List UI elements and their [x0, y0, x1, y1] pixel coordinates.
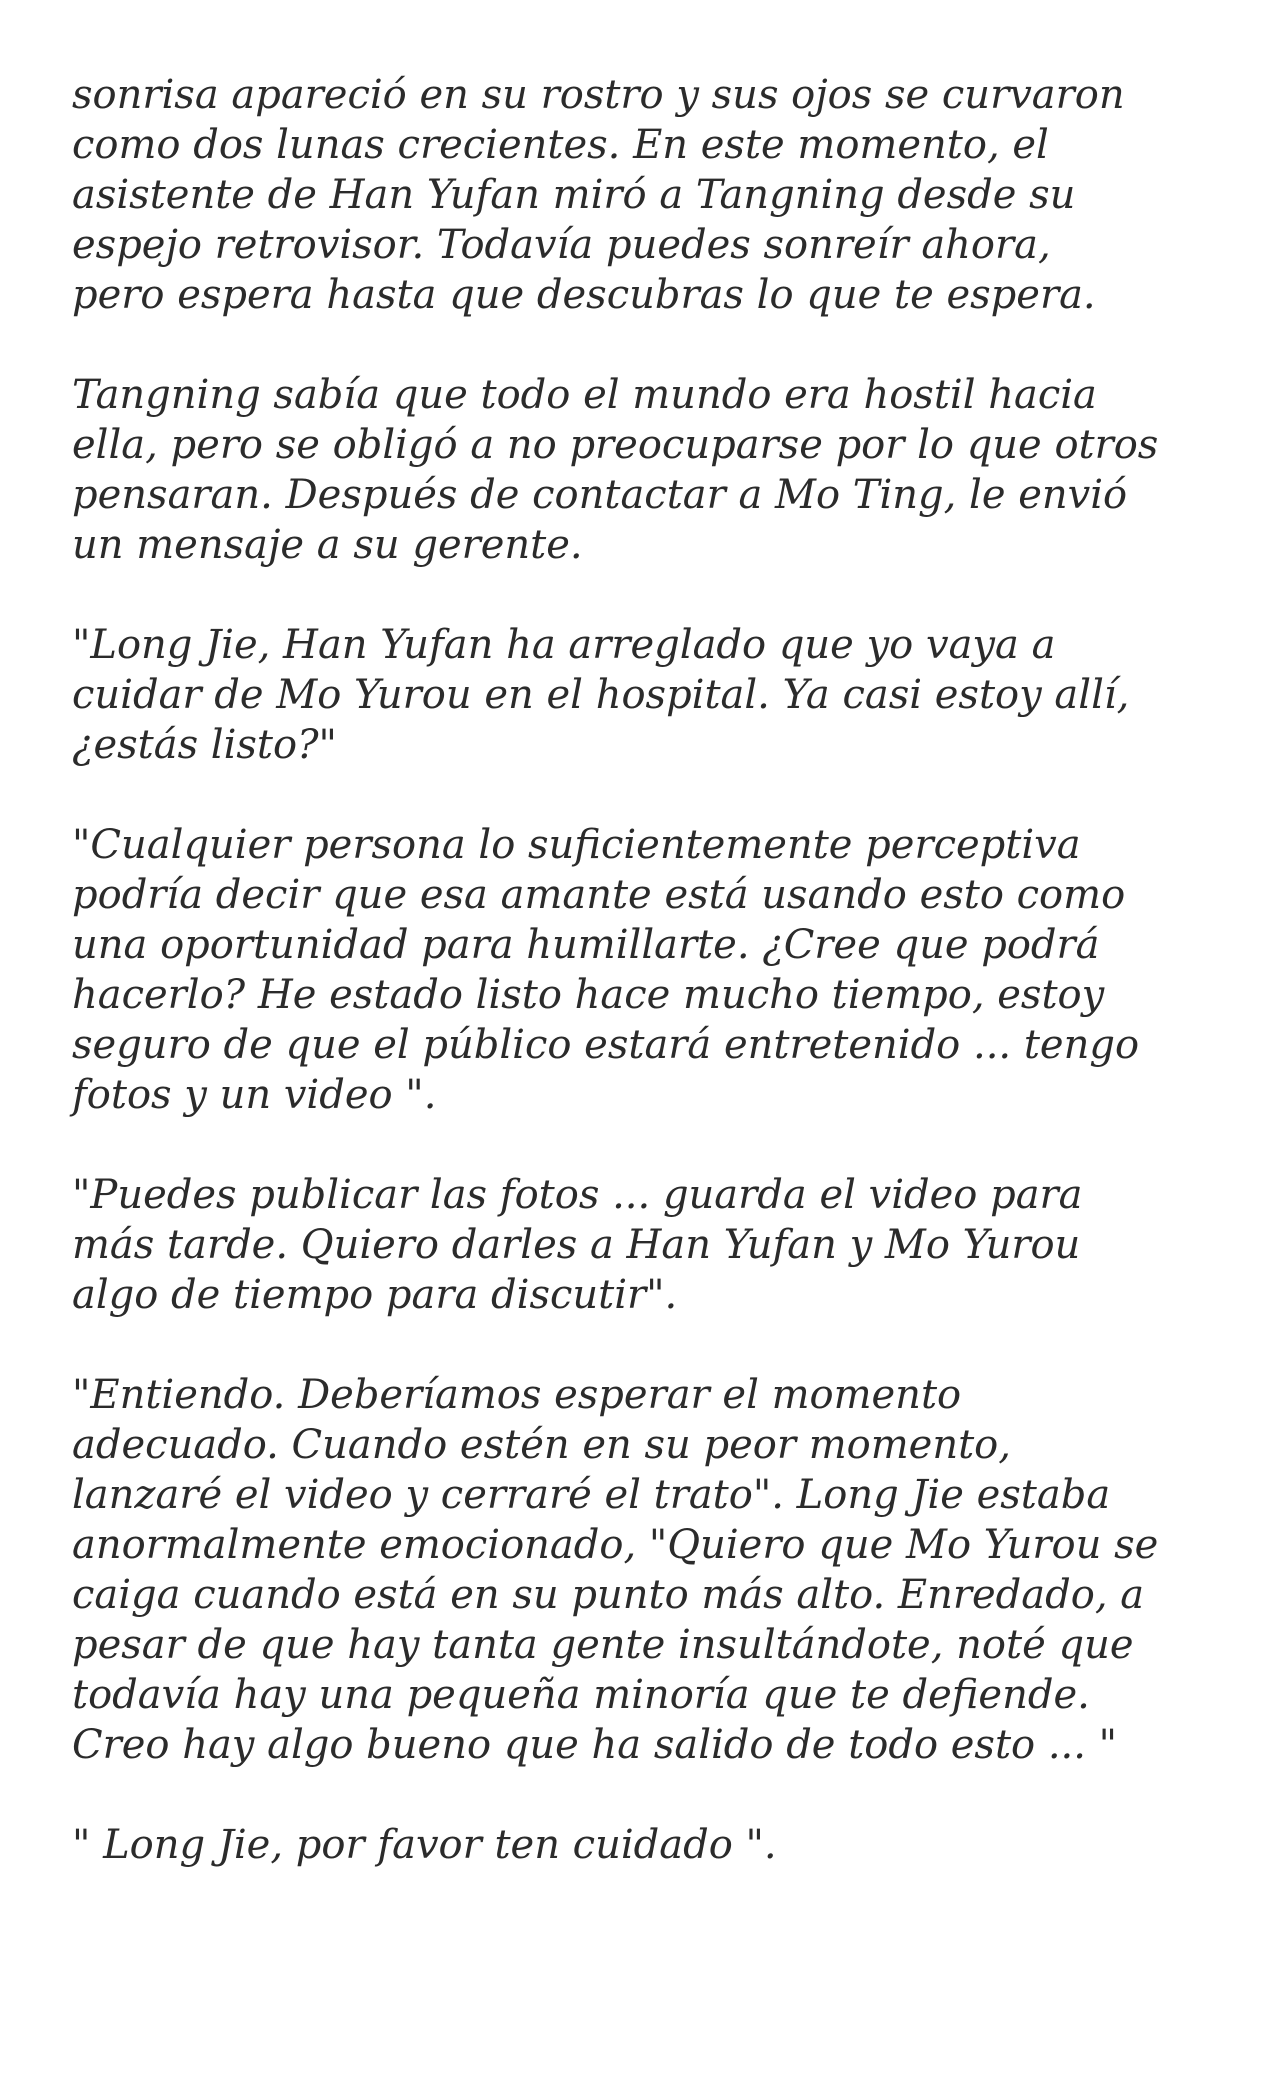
text-line: fotos y un video ". — [72, 1072, 437, 1118]
text-line: pesar de que hay tanta gente insultándote, noté que — [72, 1622, 1134, 1668]
paragraph — [72, 820, 1222, 1120]
text-line: lanzaré el video y cerraré el trato". Long Jie estaba — [72, 1472, 1111, 1518]
text-line: más tarde. Quiero darles a Han Yufan y Mo Yurou — [72, 1222, 1081, 1268]
paragraph — [72, 70, 1222, 320]
text-line: Creo hay algo bueno que ha salido de todo esto ... " — [72, 1722, 1118, 1768]
paragraph — [72, 1370, 1222, 1770]
document-body — [72, 70, 1222, 1870]
text-line: espejo retrovisor. Todavía puedes sonreír ahora, — [72, 222, 1051, 268]
paragraph — [72, 620, 1222, 770]
text-line: "Long Jie, Han Yufan ha arreglado que yo vaya a — [72, 622, 1056, 668]
text-line: "Puedes publicar las fotos ... guarda el video para — [72, 1172, 1083, 1218]
text-line: ¿estás listo?" — [72, 722, 337, 768]
text-line: todavía hay una pequeña minoría que te defiende. — [72, 1672, 1090, 1718]
text-line: un mensaje a su gerente. — [72, 522, 583, 568]
text-line: seguro de que el público estará entretenido ... tengo — [72, 1022, 1140, 1068]
text-line: caiga cuando está en su punto más alto. Enredado, a — [72, 1572, 1145, 1618]
text-line: hacerlo? He estado listo hace mucho tiempo, estoy — [72, 972, 1105, 1018]
text-line: "Cualquier persona lo suficientemente perceptiva — [72, 822, 1081, 868]
text-line: algo de tiempo para discutir". — [72, 1272, 678, 1318]
paragraph — [72, 1170, 1222, 1320]
text-line: una oportunidad para humillarte. ¿Cree que podrá — [72, 922, 1100, 968]
text-line: sonrisa apareció en su rostro y sus ojos se curvaron — [72, 72, 1125, 118]
text-line: "Entiendo. Deberíamos esperar el momento — [72, 1372, 962, 1418]
text-line: como dos lunas crecientes. En este momento, el — [72, 122, 1049, 168]
paragraph — [72, 1820, 1222, 1870]
text-line: pensaran. Después de contactar a Mo Ting, le envió — [72, 472, 1128, 518]
text-line: " Long Jie, por favor ten cuidado ". — [72, 1822, 777, 1868]
text-line: adecuado. Cuando estén en su peor momento, — [72, 1422, 1011, 1468]
text-line: pero espera hasta que descubras lo que te espera. — [72, 272, 1096, 318]
text-line: asistente de Han Yufan miró a Tangning desde su — [72, 172, 1076, 218]
text-line: Tangning sabía que todo el mundo era hostil hacia — [72, 372, 1097, 418]
text-line: ella, pero se obligó a no preocuparse por lo que otros — [72, 422, 1159, 468]
text-line: podría decir que esa amante está usando esto como — [72, 872, 1126, 918]
text-line: cuidar de Mo Yurou en el hospital. Ya casi estoy allí, — [72, 672, 1130, 718]
text-line: anormalmente emocionado, "Quiero que Mo Yurou se — [72, 1522, 1159, 1568]
paragraph — [72, 370, 1222, 570]
